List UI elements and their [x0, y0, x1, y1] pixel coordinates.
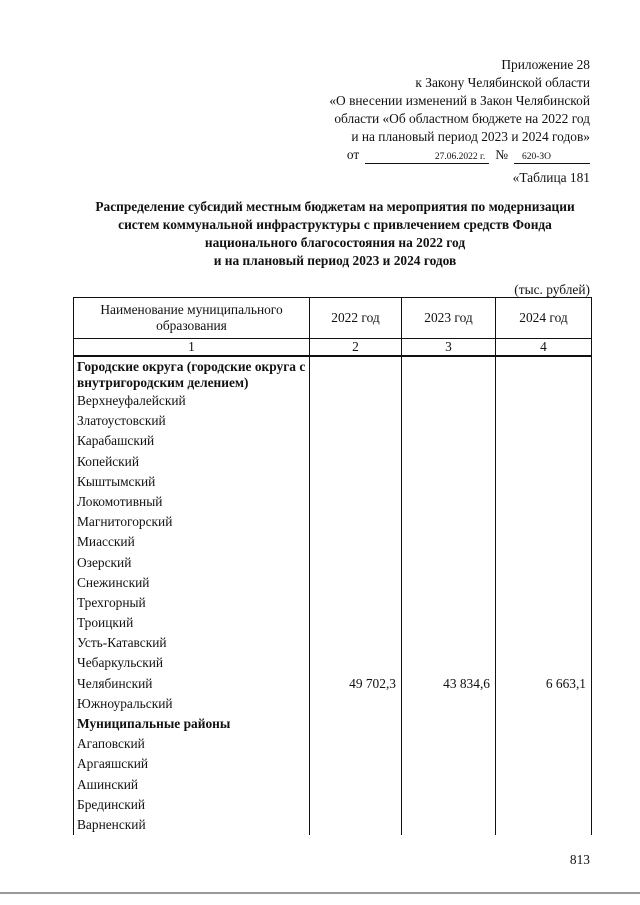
- value-2024: [496, 452, 592, 472]
- municipality-name: Аргаяшский: [74, 754, 310, 774]
- subsidy-table: [73, 297, 592, 835]
- municipality-name: Южноуральский: [74, 694, 310, 714]
- column-index-row: [74, 339, 592, 357]
- municipality-name: Ашинский: [74, 775, 310, 795]
- table-row: [74, 391, 592, 411]
- title-line-2: систем коммунальной инфраструктуры с привлечением средств Фонда: [118, 217, 552, 232]
- group-name: Муниципальные районы: [74, 714, 310, 734]
- municipality-name: Трехгорный: [74, 593, 310, 613]
- value-2024: [496, 815, 592, 835]
- empty-cell: [310, 714, 402, 734]
- value-2023: [402, 754, 496, 774]
- municipality-name: Варненский: [74, 815, 310, 835]
- value-2024: 6 663,1: [496, 674, 592, 694]
- value-2023: [402, 472, 496, 492]
- table-row: [74, 593, 592, 613]
- municipality-name: Локомотивный: [74, 492, 310, 512]
- value-2024: [496, 553, 592, 573]
- value-2023: [402, 633, 496, 653]
- table-row: [74, 532, 592, 552]
- municipality-name: Троицкий: [74, 613, 310, 633]
- value-2023: [402, 553, 496, 573]
- law-reference: к Закону Челябинской области: [415, 75, 590, 90]
- value-2023: [402, 573, 496, 593]
- value-2024: [496, 391, 592, 411]
- units-label: (тыс. рублей): [514, 282, 590, 297]
- value-2024: [496, 613, 592, 633]
- column-header-2023: 2023 год: [402, 298, 496, 339]
- number-label: №: [495, 147, 508, 162]
- municipality-name: Агаповский: [74, 734, 310, 754]
- value-2022: [310, 694, 402, 714]
- column-header-2022: 2022 год: [310, 298, 402, 339]
- value-2023: [402, 613, 496, 633]
- group-name: Городские округа (городские округа с внутригородским делением): [74, 356, 310, 391]
- value-2023: [402, 512, 496, 532]
- table-row: [74, 633, 592, 653]
- value-2022: [310, 553, 402, 573]
- appendix-number: Приложение 28: [501, 57, 590, 72]
- law-title-line-2: области «Об областном бюджете на 2022 год: [334, 111, 590, 126]
- value-2022: [310, 431, 402, 451]
- page-title: [70, 198, 600, 270]
- table-row: [74, 734, 592, 754]
- municipality-name: Копейский: [74, 452, 310, 472]
- empty-cell: [402, 356, 496, 391]
- value-2022: [310, 532, 402, 552]
- table-row: [74, 815, 592, 835]
- value-2022: [310, 573, 402, 593]
- table-row: [74, 653, 592, 673]
- value-2023: [402, 532, 496, 552]
- municipality-name: Озерский: [74, 553, 310, 573]
- value-2024: [496, 431, 592, 451]
- table-row: [74, 431, 592, 451]
- column-index: 4: [496, 339, 592, 357]
- value-2023: [402, 411, 496, 431]
- value-2022: 49 702,3: [310, 674, 402, 694]
- value-2022: [310, 754, 402, 774]
- municipality-name: Магнитогорский: [74, 512, 310, 532]
- value-2024: [496, 593, 592, 613]
- empty-cell: [496, 356, 592, 391]
- value-2022: [310, 734, 402, 754]
- value-2023: [402, 815, 496, 835]
- group-row: [74, 356, 592, 391]
- municipality-name: Усть-Катавский: [74, 633, 310, 653]
- law-date: 27.06.2022 г.: [365, 151, 489, 164]
- municipality-name: Челябинский: [74, 674, 310, 694]
- value-2024: [496, 653, 592, 673]
- table-row: [74, 472, 592, 492]
- value-2022: [310, 411, 402, 431]
- empty-cell: [402, 714, 496, 734]
- table-row: [74, 553, 592, 573]
- municipality-name: Златоустовский: [74, 411, 310, 431]
- table-row: [74, 613, 592, 633]
- value-2022: [310, 815, 402, 835]
- group-row: [74, 714, 592, 734]
- value-2023: [402, 795, 496, 815]
- table-row: [74, 775, 592, 795]
- empty-cell: [496, 714, 592, 734]
- column-header-municipality: Наименование муниципального образования: [74, 298, 310, 339]
- value-2023: [402, 653, 496, 673]
- law-number: 620-ЗО: [514, 151, 590, 164]
- value-2024: [496, 795, 592, 815]
- value-2023: [402, 593, 496, 613]
- value-2024: [496, 411, 592, 431]
- column-index: 3: [402, 339, 496, 357]
- value-2022: [310, 775, 402, 795]
- table-row: [74, 674, 592, 694]
- table-number: «Таблица 181: [512, 170, 590, 185]
- table-row: [74, 754, 592, 774]
- value-2024: [496, 472, 592, 492]
- value-2024: [496, 512, 592, 532]
- municipality-name: Брединский: [74, 795, 310, 815]
- value-2024: [496, 734, 592, 754]
- value-2022: [310, 795, 402, 815]
- table-row: [74, 492, 592, 512]
- appendix-header: [329, 56, 590, 164]
- value-2024: [496, 694, 592, 714]
- table-row: [74, 573, 592, 593]
- value-2024: [496, 633, 592, 653]
- municipality-name: Кыштымский: [74, 472, 310, 492]
- table-row: [74, 694, 592, 714]
- value-2023: [402, 734, 496, 754]
- title-line-3: национального благосостояния на 2022 год: [204, 235, 466, 250]
- table-row: [74, 452, 592, 472]
- municipality-name: Миасский: [74, 532, 310, 552]
- law-title-line-1: «О внесении изменений в Закон Челябинской: [329, 93, 590, 108]
- value-2023: 43 834,6: [402, 674, 496, 694]
- value-2024: [496, 492, 592, 512]
- from-label: от: [346, 147, 360, 162]
- table-row: [74, 795, 592, 815]
- column-header-2024: 2024 год: [496, 298, 592, 339]
- value-2022: [310, 512, 402, 532]
- table-row: [74, 512, 592, 532]
- value-2022: [310, 653, 402, 673]
- value-2022: [310, 452, 402, 472]
- value-2023: [402, 775, 496, 795]
- table-header-row: [74, 298, 592, 339]
- value-2024: [496, 532, 592, 552]
- value-2022: [310, 391, 402, 411]
- law-title-line-3: и на плановый период 2023 и 2024 годов»: [351, 129, 590, 144]
- column-index: 1: [74, 339, 310, 357]
- value-2023: [402, 492, 496, 512]
- page-number: 813: [569, 852, 590, 867]
- value-2023: [402, 431, 496, 451]
- value-2023: [402, 391, 496, 411]
- column-index: 2: [310, 339, 402, 357]
- value-2022: [310, 613, 402, 633]
- value-2022: [310, 633, 402, 653]
- title-line-1: Распределение субсидий местным бюджетам на мероприятия по модернизации: [95, 199, 575, 214]
- value-2023: [402, 452, 496, 472]
- value-2024: [496, 573, 592, 593]
- value-2022: [310, 472, 402, 492]
- title-line-4: и на плановый период 2023 и 2024 годов: [213, 253, 457, 268]
- table-body: [74, 356, 592, 835]
- value-2023: [402, 694, 496, 714]
- value-2024: [496, 775, 592, 795]
- empty-cell: [310, 356, 402, 391]
- municipality-name: Чебаркульский: [74, 653, 310, 673]
- table-row: [74, 411, 592, 431]
- municipality-name: Карабашский: [74, 431, 310, 451]
- value-2022: [310, 593, 402, 613]
- bottom-divider: [0, 892, 640, 894]
- value-2022: [310, 492, 402, 512]
- municipality-name: Снежинский: [74, 573, 310, 593]
- law-date-line: [329, 146, 590, 164]
- municipality-name: Верхнеуфалейский: [74, 391, 310, 411]
- value-2024: [496, 754, 592, 774]
